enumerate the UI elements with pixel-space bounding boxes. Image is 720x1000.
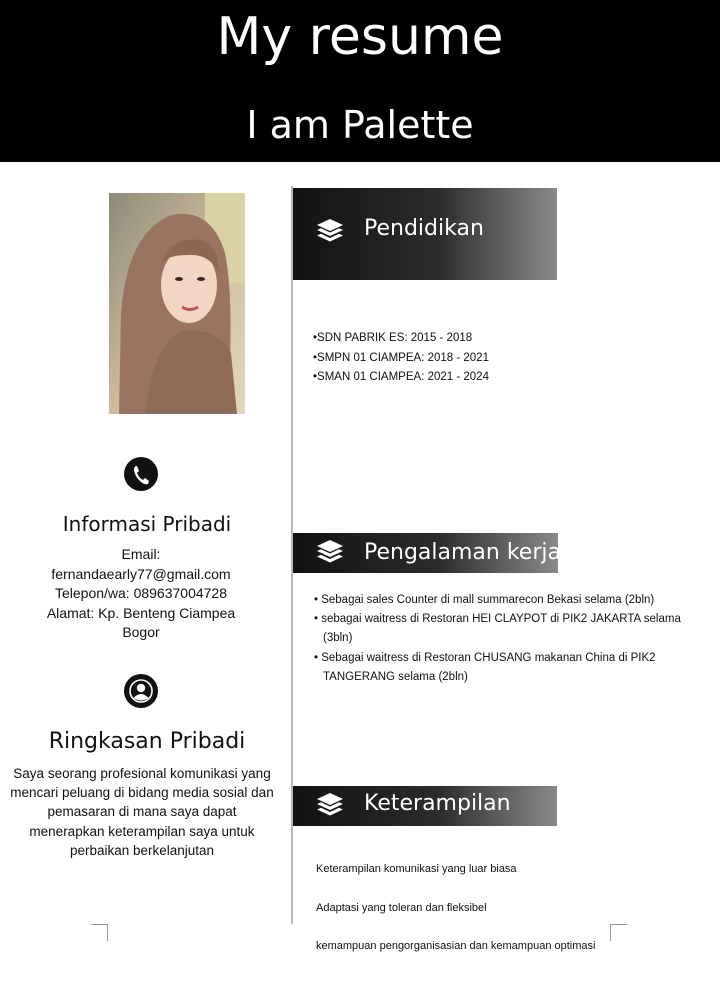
summary-heading: Ringkasan Pribadi	[48, 729, 246, 754]
list-item: • Sebagai waitress di Restoran CHUSANG makanan China di PIK2 TANGERANG selama (2bln)	[314, 651, 656, 683]
list-item: • Sebagai sales Counter di mall summarecon Bekasi selama (2bln)	[314, 594, 655, 606]
experience-header	[293, 533, 561, 573]
list-item: • sebagai waitress di Restoran HEI CLAYPOT di PIK2 JAKARTA selama (3bln)	[314, 613, 681, 645]
summary-text: Saya seorang profesional komunikasi yang mencari peluang di bidang media sosial dan pemasaran di mana saya dapat menerapkan keterampilan saya untuk perbaikan berkelanjutan	[10, 766, 274, 858]
email-value: fernandaearly77@gmail.com	[51, 565, 231, 582]
resume-header	[0, 0, 720, 162]
email-label: Email:	[121, 546, 161, 562]
resume-subtitle: I am Palette	[246, 103, 474, 147]
list-item: •SMPN 01 CIAMPEA: 2018 - 2021	[313, 351, 489, 364]
resume-title: My resume	[216, 7, 504, 67]
education-list	[313, 329, 489, 388]
address-line-1: Alamat: Kp. Benteng Ciampea	[46, 604, 236, 621]
crop-mark	[91, 924, 108, 941]
education-header	[293, 188, 557, 280]
address-line-2: Bogor	[122, 624, 160, 640]
personal-info-heading: Informasi Pribadi	[62, 512, 232, 536]
layers-icon	[315, 216, 345, 246]
layers-icon	[315, 537, 345, 567]
experience-list	[314, 591, 706, 687]
list-item: Keterampilan komunikasi yang luar biasa	[316, 863, 517, 875]
list-item: •SMAN 01 CIAMPEA: 2021 - 2024	[313, 371, 489, 383]
profile-photo	[109, 193, 245, 414]
skills-list	[316, 850, 595, 966]
skills-header	[293, 786, 557, 826]
personal-info-body	[0, 545, 282, 643]
list-item: •SDN PABRIK ES: 2015 - 2018	[313, 332, 473, 344]
phone-icon	[124, 457, 158, 491]
list-item: kemampuan pengorganisasian dan kemampuan optimasi	[316, 940, 596, 952]
layers-icon	[315, 790, 345, 820]
user-icon	[124, 674, 158, 708]
list-item: Adaptasi yang toleran dan fleksibel	[316, 901, 487, 914]
portrait-photo-icon	[109, 193, 245, 414]
phone-value: Telepon/wa: 089637004728	[54, 585, 228, 601]
skills-title: Keterampilan	[364, 791, 511, 816]
crop-mark	[610, 924, 627, 941]
education-title: Pendidikan	[364, 216, 484, 241]
experience-title: Pengalaman kerja	[364, 540, 561, 565]
